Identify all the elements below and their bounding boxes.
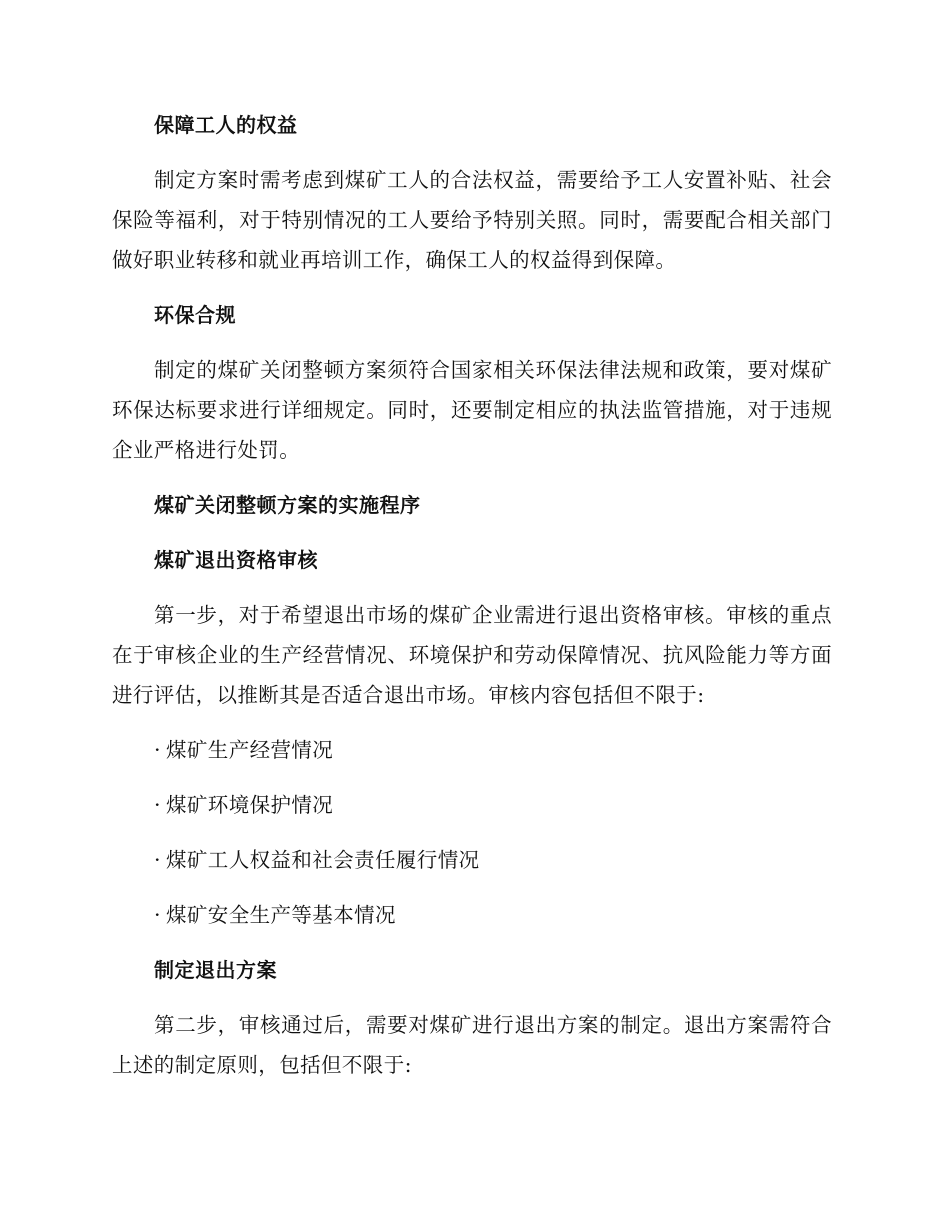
plan-heading: 制定退出方案 [154, 958, 277, 982]
bullet-dot-icon: · [154, 738, 161, 762]
list-item [112, 895, 832, 935]
list-item-text: 煤矿环境保护情况 [166, 793, 334, 817]
section-heading-environmental-compliance: 环保合规 [154, 303, 236, 327]
list-item [112, 840, 832, 880]
list-item [112, 730, 832, 770]
review-heading: 煤矿退出资格审核 [154, 548, 318, 572]
list-item-text: 煤矿安全生产等基本情况 [166, 903, 396, 927]
list-item [112, 785, 832, 825]
bullet-dot-icon: · [154, 848, 161, 872]
list-item-text: 煤矿工人权益和社会责任履行情况 [166, 848, 480, 872]
list-item-text: 煤矿生产经营情况 [166, 738, 334, 762]
plan-paragraph: 第二步，审核通过后，需要对煤矿进行退出方案的制定。退出方案需符合上述的制定原则，包括但不限于: [112, 1013, 832, 1077]
section-paragraph-environmental-compliance: 制定的煤矿关闭整顿方案须符合国家相关环保法律法规和政策，要对煤矿环保达标要求进行详细规定。同时，还要制定相应的执法监管措施，对于违规企业严格进行处罚。 [112, 358, 832, 462]
procedure-heading: 煤矿关闭整顿方案的实施程序 [154, 493, 421, 517]
review-paragraph: 第一步，对于希望退出市场的煤矿企业需进行退出资格审核。审核的重点在于审核企业的生产经营情况、环境保护和劳动保障情况、抗风险能力等方面进行评估，以推断其是否适合退出市场。审核内容包括但不限于: [112, 603, 832, 707]
bullet-dot-icon: · [154, 793, 161, 817]
bullet-dot-icon: · [154, 903, 161, 927]
section-paragraph-worker-rights: 制定方案时需考虑到煤矿工人的合法权益，需要给予工人安置补贴、社会保险等福利，对于特别情况的工人要给予特别关照。同时，需要配合相关部门做好职业转移和就业再培训工作，确保工人的权益得到保障。 [112, 168, 832, 272]
document-body [112, 105, 832, 1100]
review-bullet-list [112, 730, 832, 935]
section-heading-worker-rights: 保障工人的权益 [154, 113, 298, 137]
